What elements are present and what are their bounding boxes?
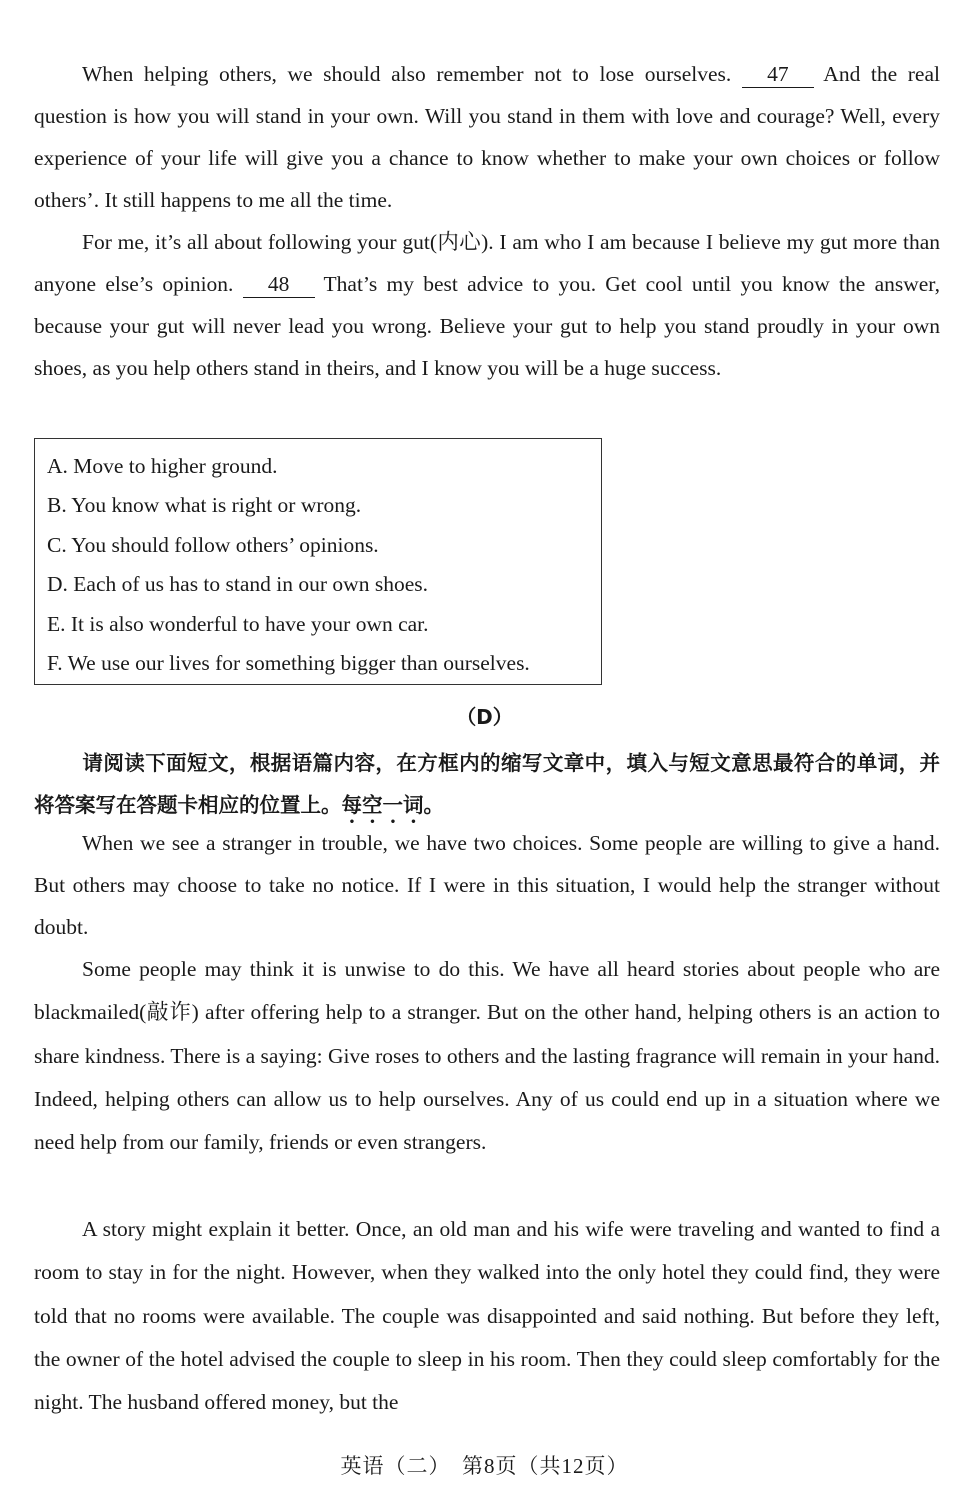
options-box xyxy=(34,438,602,685)
blank-48: 48 xyxy=(243,271,315,298)
passage-d-paragraph-3 xyxy=(34,1208,940,1424)
p2-text-before: For me, it’s all about following your gut(内心). I am who I am because I believe my gut more than anyone else’s opinion. xyxy=(34,230,940,296)
passage-c-paragraph-1 xyxy=(34,53,940,221)
option-f: F. We use our lives for something bigger than ourselves. xyxy=(47,651,530,676)
passage-d-paragraph-1 xyxy=(34,822,940,948)
passage-c-paragraph-2 xyxy=(34,221,940,389)
blank-47: 47 xyxy=(742,61,814,88)
d-p1-text: When we see a stranger in trouble, we have two choices. Some people are willing to give a hand. But others may choose to take no notice. If I were in this situation, I would help the stranger without doubt. xyxy=(34,831,940,939)
p1-text-before: When helping others, we should also remember not to lose ourselves. xyxy=(82,62,732,86)
passage-d-paragraph-2 xyxy=(34,948,940,1164)
option-d: D. Each of us has to stand in our own shoes. xyxy=(47,572,428,597)
option-e: E. It is also wonderful to have your own car. xyxy=(47,611,429,636)
d-p2-text: Some people may think it is unwise to do this. We have all heard stories about people who are blackmailed(敲诈) after offering help to a stranger. But on the other hand, helping others is an action to share kindness. There is a saying: Give roses to others and the lasting fragrance will remain in your hand. Indeed, helping others can allow us to help ourselves. Any of us could end up in a situation where we need help from our family, friends or even strangers. xyxy=(34,957,940,1155)
option-a: A. Move to higher ground. xyxy=(47,454,278,478)
p1-text-after: And the real question is how you will stand in your own. Will you stand in them with love and courage? Well, every experience of your life will give you a chance to know whether to make your own choices or follow others’. It still happens to me all the time. xyxy=(34,62,940,212)
instruction-emphasis: 每空一词 xyxy=(341,793,424,817)
option-c: C. You should follow others’ opinions. xyxy=(47,532,379,557)
section-d-label: （D） xyxy=(456,705,513,729)
page-footer: 英语（二） 第8页（共12页） xyxy=(340,1454,629,1478)
p2-text-after: That’s my best advice to you. Get cool until you know the answer, because your gut will never lead you wrong. Believe your gut to help you stand proudly in your own shoes, as you help others stand in theirs, and I know you will be a huge success. xyxy=(34,272,940,380)
d-p3-text: A story might explain it better. Once, an old man and his wife were traveling and wanted to find a room to stay in for the night. However, when they walked into the only hotel they could find, they were told that no rooms were available. The couple was disappointed and said nothing. But before they left, the owner of the hotel advised the couple to sleep in his room. Then they could sleep comfortably for the night. The husband offered money, but the xyxy=(34,1217,940,1415)
section-d-instructions xyxy=(34,742,940,828)
option-b: B. You know what is right or wrong. xyxy=(47,493,362,518)
instruction-end: 。 xyxy=(423,793,444,817)
instruction-main: 请阅读下面短文，根据语篇内容，在方框内的缩写文章中，填入与短文意思最符合的单词，并将答案写在答题卡相应的位置上。 xyxy=(34,751,940,817)
